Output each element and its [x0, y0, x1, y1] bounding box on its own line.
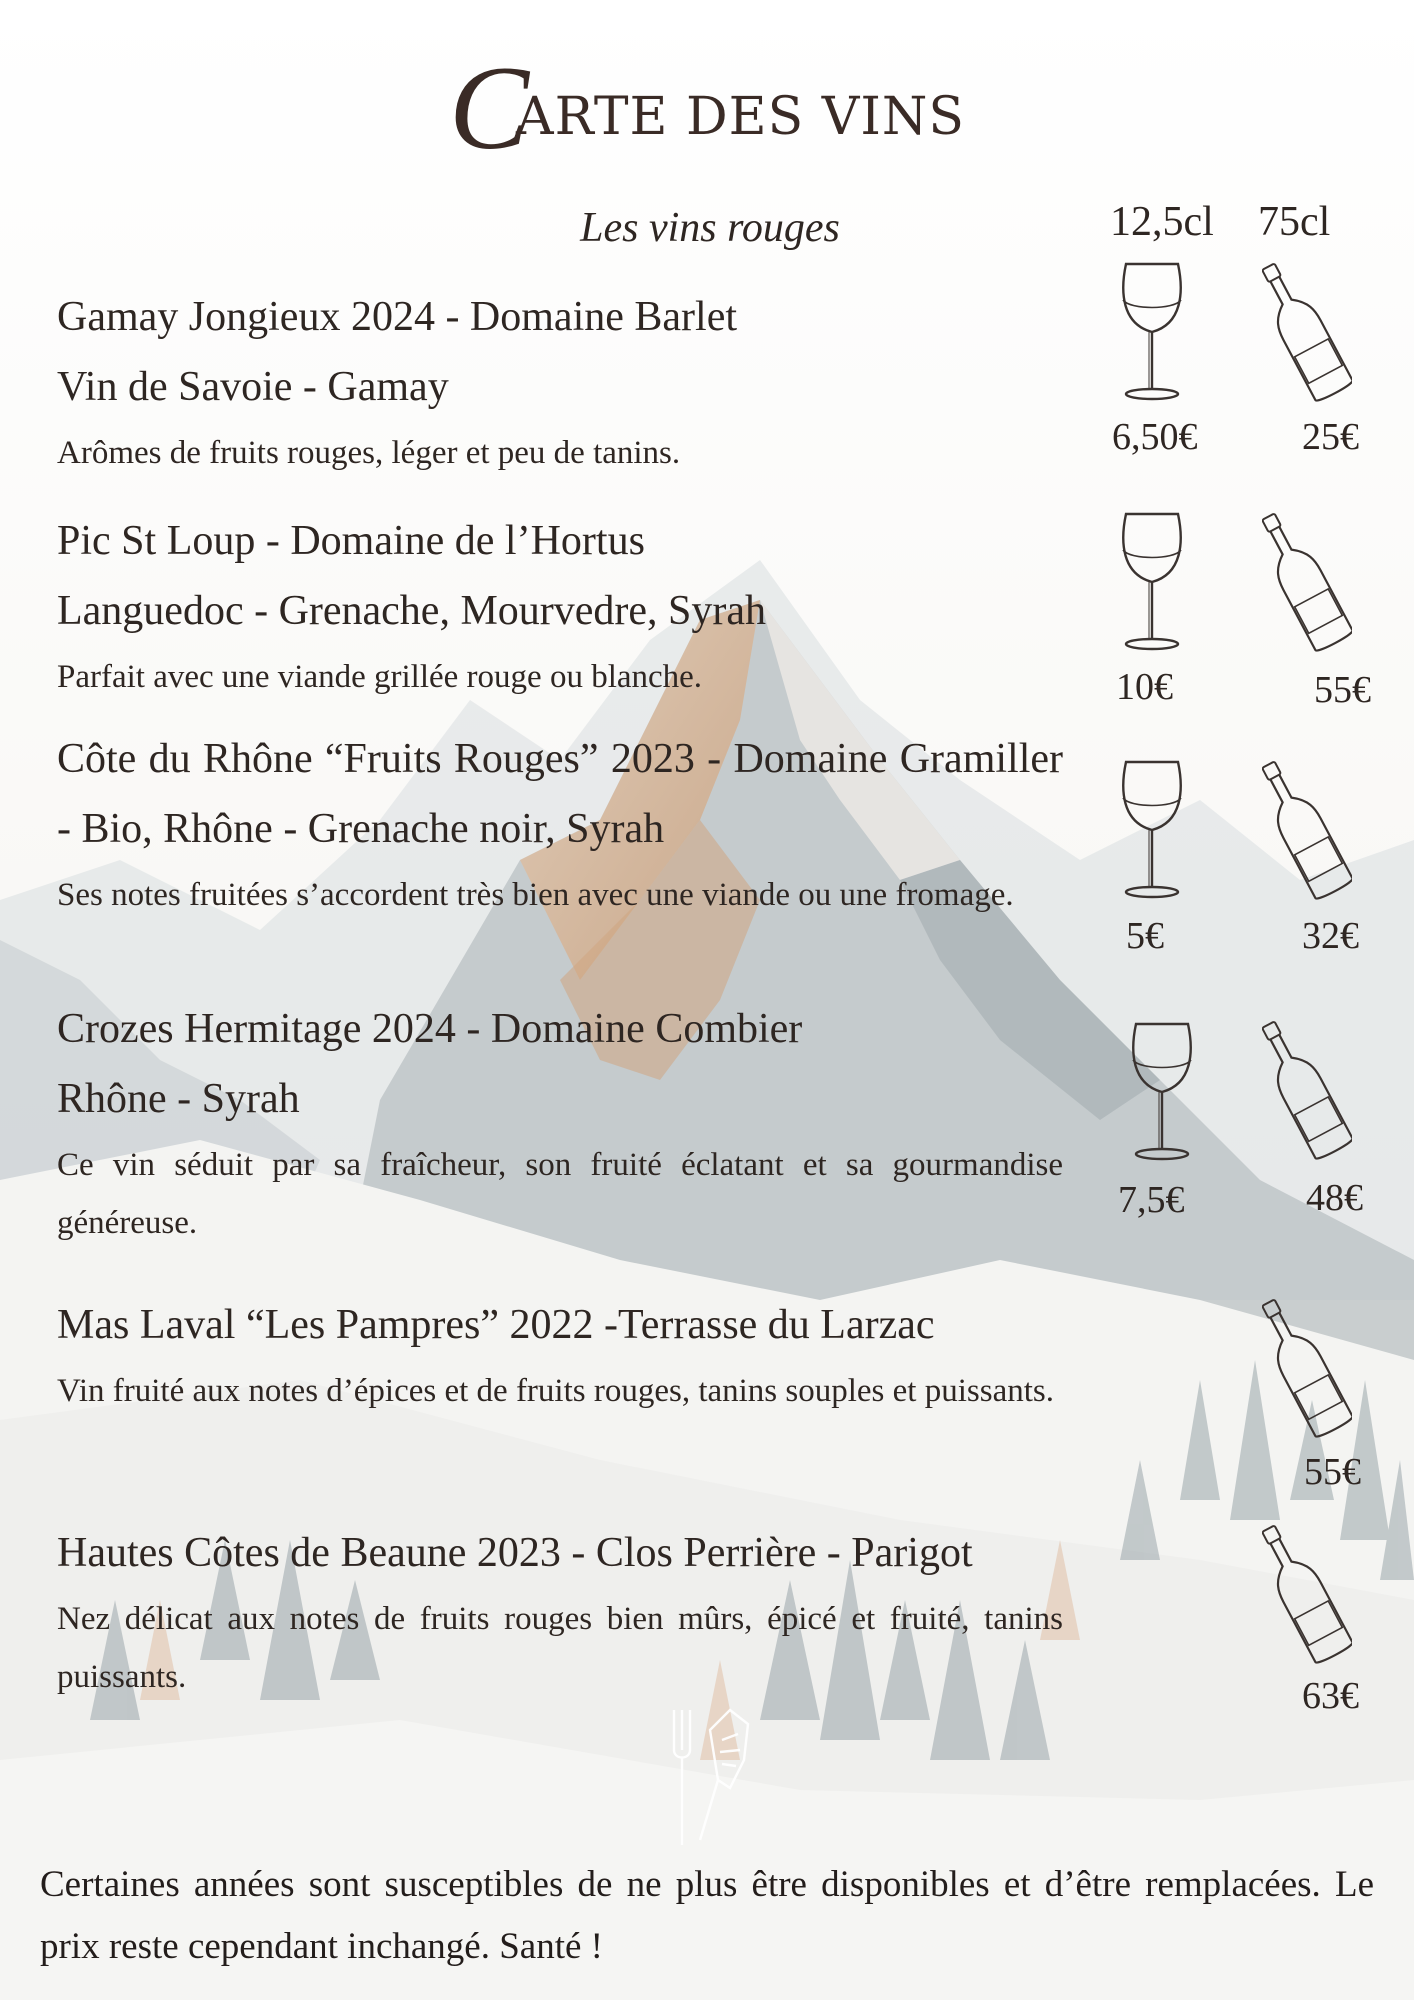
wine-description: Ses notes fruitées s’accordent très bien avec une viande ou une fromage. — [57, 877, 1014, 913]
wine-name: Pic St Loup - Domaine de l’Hortus — [57, 518, 645, 564]
wine-name: Gamay Jongieux 2024 - Domaine Barlet — [57, 294, 737, 340]
wine-entry-gamay-jongieux — [57, 282, 1063, 482]
wine-entry-hautes-cotes-de-beaune — [57, 1518, 1063, 1706]
wine-bottle-icon — [1262, 756, 1352, 906]
cutlery-logo-icon — [660, 1700, 760, 1850]
price-glass: 6,50€ — [1112, 416, 1198, 458]
wine-name: Crozes Hermitage 2024 - Domaine Combier — [57, 1006, 803, 1052]
wine-entry-crozes-hermitage — [57, 994, 1063, 1252]
wine-name: Mas Laval “Les Pampres” 2022 -Terrasse du Larzac — [57, 1302, 935, 1348]
wine-glass-icon — [1118, 760, 1188, 902]
wine-glass-icon — [1118, 262, 1188, 404]
wine-entry-cote-du-rhone — [57, 724, 1063, 924]
price-glass: 10€ — [1116, 666, 1173, 708]
wine-entry-mas-laval — [57, 1290, 1063, 1420]
price-bottle: 48€ — [1306, 1177, 1363, 1219]
wine-region: Vin de Savoie - Gamay — [57, 364, 449, 410]
wine-description: Ce vin séduit par sa fraîcheur, son fruité éclatant et sa gourmandise généreuse. — [57, 1147, 1063, 1241]
wine-region: Rhône - Syrah — [57, 1076, 300, 1122]
wine-description: Nez délicat aux notes de fruits rouges bien mûrs, épicé et fruité, tanins puissants. — [57, 1601, 1063, 1695]
wine-name: Côte du Rhône “Fruits Rouges” 2023 - Domaine Gramiller - Bio, Rhône - Grenache noir, Syrah — [57, 736, 1063, 852]
price-bottle: 32€ — [1302, 915, 1359, 957]
price-bottle: 55€ — [1314, 669, 1371, 711]
price-bottle: 55€ — [1304, 1451, 1361, 1493]
column-header-bottle: 75cl — [1258, 199, 1331, 245]
price-glass: 5€ — [1126, 915, 1164, 957]
price-bottle: 63€ — [1302, 1675, 1359, 1717]
availability-note: Certaines années sont susceptibles de ne plus être disponibles et d’être remplacées. Le prix reste cependant inchangé. Santé ! — [40, 1864, 1374, 1967]
wine-bottle-icon — [1262, 258, 1352, 408]
menu-title — [0, 41, 1414, 174]
wine-description: Parfait avec une viande grillée rouge ou blanche. — [57, 659, 703, 695]
price-bottle: 25€ — [1302, 416, 1359, 458]
wine-description: Arômes de fruits rouges, léger et peu de tanins. — [57, 435, 681, 471]
wine-name: Hautes Côtes de Beaune 2023 - Clos Perrière - Parigot — [57, 1530, 973, 1576]
price-glass: 7,5€ — [1118, 1179, 1185, 1221]
title-initial: C — [448, 41, 531, 174]
wine-region: Languedoc - Grenache, Mourvedre, Syrah — [57, 588, 767, 634]
wine-glass-icon — [1128, 1022, 1198, 1164]
wine-entry-pic-st-loup — [57, 506, 1063, 706]
section-subtitle: Les vins rouges — [580, 205, 840, 251]
column-header-glass: 12,5cl — [1110, 199, 1214, 245]
wine-bottle-icon — [1262, 1520, 1352, 1670]
wine-bottle-icon — [1262, 1016, 1352, 1166]
wine-description: Vin fruité aux notes d’épices et de fruits rouges, tanins souples et puissants. — [57, 1373, 1054, 1409]
wine-bottle-icon — [1262, 1294, 1352, 1444]
wine-bottle-icon — [1262, 508, 1352, 658]
wine-glass-icon — [1118, 512, 1188, 654]
title-text: ARTE DES VINS — [516, 87, 966, 147]
